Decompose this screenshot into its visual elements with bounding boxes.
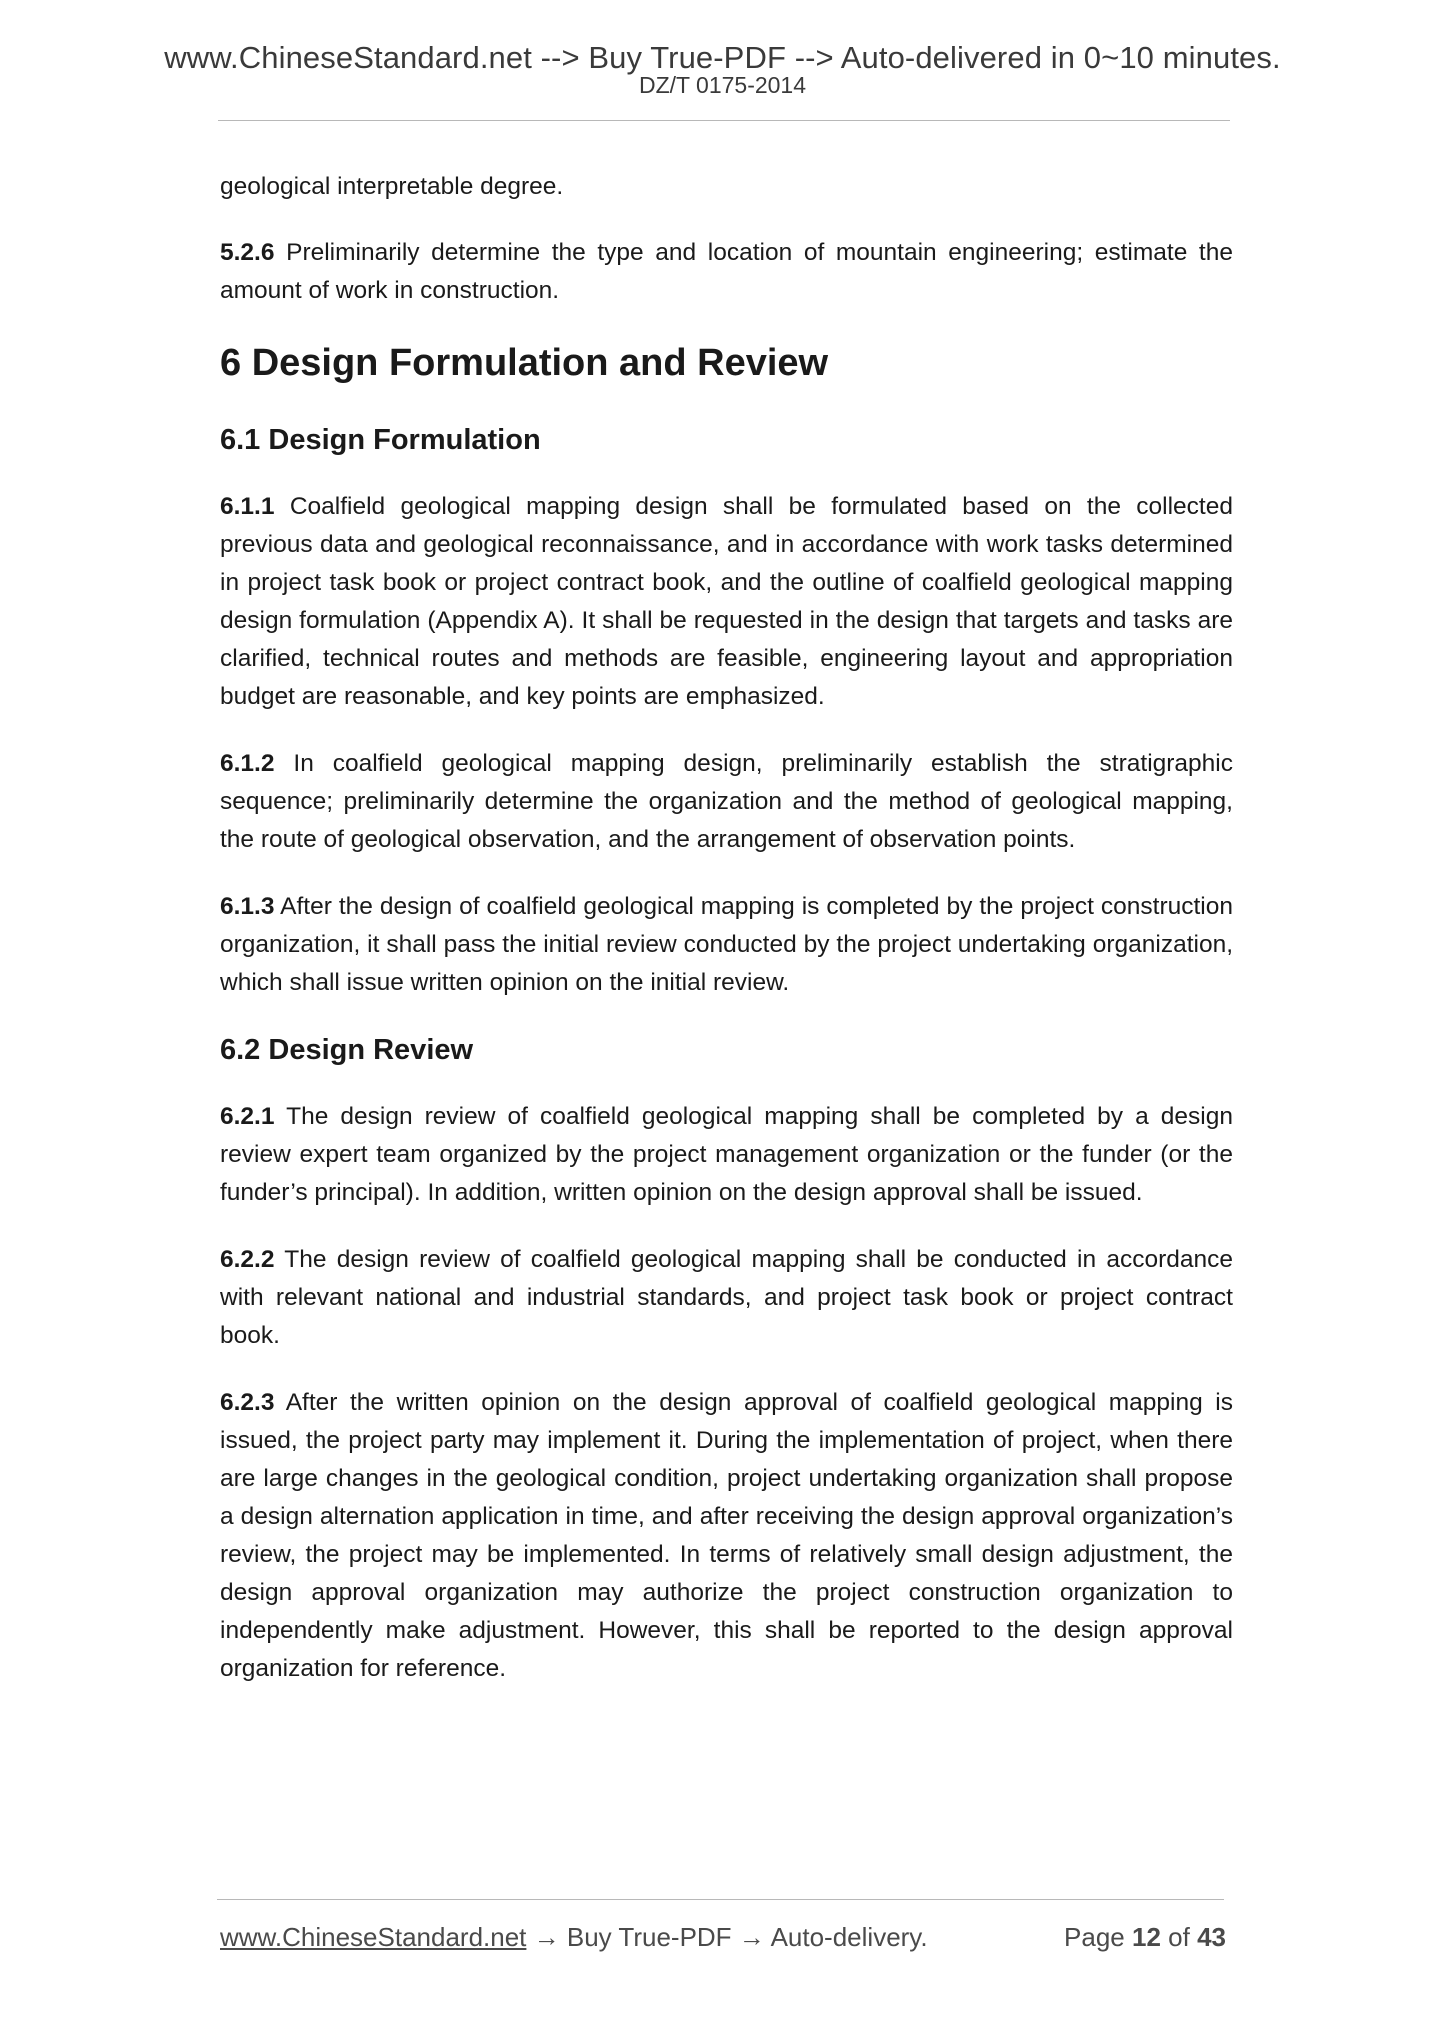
clause-text: In coalfield geological mapping design, preliminarily establish the stratigraphic sequence; preliminarily determine the organization and the method of geological mapping, the route of geological observation, and the arrangement of observation points.	[220, 750, 1233, 853]
page-indicator	[1064, 1919, 1226, 1955]
clause-text: Coalfield geological mapping design shall be formulated based on the collected previous data and geological reconnaissance, and in accordance with work tasks determined in project task book or project contract book, and the outline of coalfield geological mapping design formulation (Appendix A). It shall be requested in the design that targets and tasks are clarified, technical routes and methods are feasible, engineering layout and appropriation budget are reasonable, and key points are emphasized.	[220, 493, 1233, 710]
clause-6-2-3	[220, 1384, 1233, 1688]
section-heading-6: 6 Design Formulation and Review	[220, 342, 829, 384]
clause-text: The design review of coalfield geological mapping shall be conducted in accordance with relevant national and industrial standards, and project task book or project contract book.	[220, 1246, 1233, 1349]
clause-6-1-3	[220, 888, 1233, 1002]
clause-number: 6.2.3	[220, 1389, 275, 1416]
clause-number: 6.1.3	[220, 893, 275, 920]
footer-site-link[interactable]: www.ChineseStandard.net	[220, 1922, 527, 1952]
page-label: Page	[1064, 1922, 1125, 1952]
document-id: DZ/T 0175-2014	[638, 72, 807, 98]
clause-text: The design review of coalfield geological mapping shall be completed by a design review expert team organized by the project management organization or the funder (or the funder’s principal). In addition, written opinion on the design approval shall be issued.	[220, 1103, 1233, 1206]
page-body	[220, 168, 1233, 1717]
header-divider	[218, 120, 1230, 121]
clause-number: 6.2.2	[220, 1246, 275, 1273]
clause-number: 6.1.2	[220, 750, 275, 777]
clause-number: 6.2.1	[220, 1103, 275, 1130]
current-page-number: 12	[1132, 1922, 1161, 1952]
subsection-heading-6-2: 6.2 Design Review	[220, 1034, 474, 1066]
clause-text: After the design of coalfield geological mapping is completed by the project construction organization, it shall pass the initial review conducted by the project undertaking organization, which shall issue written opinion on the initial review.	[220, 893, 1233, 996]
total-pages-number: 43	[1197, 1922, 1226, 1952]
footer-promo-text: → Buy True-PDF → Auto-delivery.	[526, 1922, 928, 1952]
clause-6-2-1	[220, 1098, 1233, 1212]
page-footer	[220, 1919, 1226, 1955]
clause-number: 5.2.6	[220, 239, 275, 266]
footer-divider	[217, 1899, 1224, 1900]
footer-promo	[220, 1919, 928, 1955]
clause-6-1-1	[220, 488, 1233, 716]
clause-number: 6.1.1	[220, 493, 275, 520]
clause-6-2-2	[220, 1241, 1233, 1355]
clause-5-2-6	[220, 234, 1233, 310]
clause-text: Preliminarily determine the type and location of mountain engineering; estimate the amount of work in construction.	[220, 239, 1233, 304]
continuation-paragraph: geological interpretable degree.	[220, 173, 564, 200]
of-label: of	[1168, 1922, 1190, 1952]
subsection-heading-6-1: 6.1 Design Formulation	[220, 424, 541, 456]
clause-6-1-2	[220, 745, 1233, 859]
header-banner: www.ChineseStandard.net --> Buy True-PDF --> Auto-delivered in 0~10 minutes.	[164, 40, 1281, 75]
clause-text: After the written opinion on the design approval of coalfield geological mapping is issued, the project party may implement it. During the implementation of project, when there are large changes in the geological condition, project undertaking organization shall propose a design alternation application in time, and after receiving the design approval organization’s review, the project may be implemented. In terms of relatively small design adjustment, the design approval organization may authorize the project construction organization to independently make adjustment. However, this shall be reported to the design approval organization for reference.	[220, 1389, 1233, 1682]
